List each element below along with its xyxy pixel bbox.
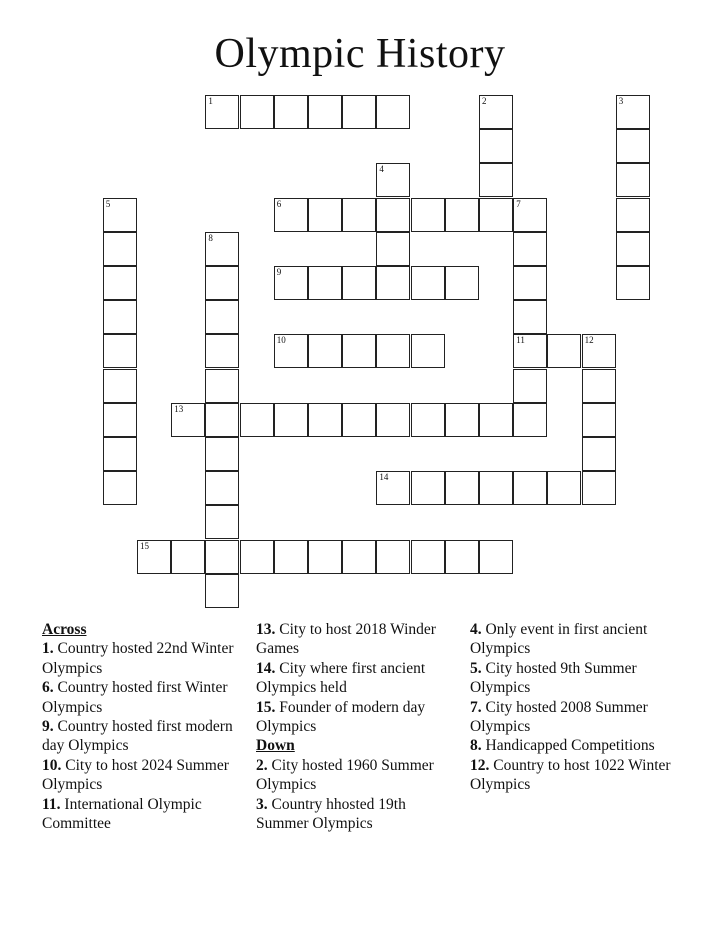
grid-cell[interactable] [547,334,581,368]
clue [256,659,456,698]
grid-cell[interactable] [342,540,376,574]
grid-cell[interactable] [582,437,616,471]
grid-cell[interactable] [308,95,342,129]
grid-cell[interactable] [411,334,445,368]
clue-number: 7 [516,198,521,209]
clue-number: 5 [105,198,111,209]
clue-number: 2 [482,96,487,106]
grid-cell[interactable] [274,198,308,232]
grid-cell[interactable] [445,198,479,232]
clue-number-label: 8. [470,737,482,755]
clue-number: 1 [208,96,213,106]
clue-text: Country hosted first modern day Olympics [42,718,233,755]
grid-cell[interactable] [376,95,410,129]
grid-cell[interactable] [308,266,342,300]
clue-text: Country hhosted 19th Summer Olympics [256,795,406,833]
grid-cell[interactable] [479,95,513,129]
clue-text: City hosted 9th Summer Olympics [470,659,637,697]
clue-number-label: 13. [256,621,276,638]
grid-cell[interactable] [342,403,376,437]
grid-cell[interactable] [513,334,547,368]
grid-cell[interactable] [479,129,513,163]
grid-cell[interactable] [103,266,137,300]
section-heading: Across [42,621,87,638]
grid-cell[interactable] [445,266,479,300]
grid-cell[interactable] [616,95,650,129]
grid-cell[interactable] [308,334,342,368]
grid-cell[interactable] [103,403,137,437]
grid-cell[interactable] [171,403,205,437]
grid-cell[interactable] [479,540,513,574]
grid-cell[interactable] [547,471,581,505]
grid-cell[interactable] [376,334,410,368]
grid-cell[interactable] [205,505,239,539]
grid-cell[interactable] [513,471,547,505]
clue-number-label: 15. [256,698,276,716]
grid-cell[interactable] [513,403,547,437]
grid-cell[interactable] [376,163,410,197]
clue [470,620,680,659]
grid-cell[interactable] [616,266,650,300]
grid-cell[interactable] [103,198,137,232]
grid-cell[interactable] [376,198,410,232]
clue-number: 15 [140,540,149,551]
grid-cell[interactable] [376,266,410,300]
clue-number: 8 [208,232,213,243]
clue-number-label: 12. [470,756,490,774]
clue-number-label: 11. [42,795,61,813]
grid-cell[interactable] [308,403,342,437]
grid-cell[interactable] [445,540,479,574]
grid-cell[interactable] [513,300,547,334]
grid-cell[interactable] [616,232,650,266]
grid-cell[interactable] [274,95,308,129]
grid-cell[interactable] [376,403,410,437]
clue-number: 4 [379,164,384,175]
clue-text: City hosted 2008 Summer Olympics [470,698,648,736]
clue-number: 12 [584,335,594,346]
grid-cell[interactable] [582,471,616,505]
grid-cell[interactable] [103,369,137,403]
grid-cell[interactable] [582,403,616,437]
grid-cell[interactable] [342,334,376,368]
grid-cell[interactable] [240,95,274,129]
clue-number: 9 [276,267,282,277]
grid-cell[interactable] [205,232,239,266]
grid-cell[interactable] [479,471,513,505]
clue [470,698,680,737]
grid-cell[interactable] [103,300,137,334]
clue-number: 6 [276,198,282,209]
grid-cell[interactable] [274,266,308,300]
grid-cell[interactable] [479,403,513,437]
clue-text: Founder of modern day Olympics [256,698,426,736]
grid-cell[interactable] [513,232,547,266]
clue-text: International Olympic Committee [42,795,202,833]
grid-cell[interactable] [240,540,274,574]
grid-cell[interactable] [513,198,547,232]
clue-column-3 [470,620,680,795]
puzzle-title: Olympic History [214,31,506,77]
clue-text: Country hosted 22nd Winter Olympics [42,640,234,677]
grid-cell[interactable] [411,198,445,232]
grid-cell[interactable] [171,540,205,574]
grid-cell[interactable] [137,540,171,574]
clue-number-label: 9. [42,718,54,736]
clue [470,659,680,698]
clue [42,639,242,678]
grid-cell[interactable] [103,471,137,505]
grid-cell[interactable] [205,266,239,300]
grid-cell[interactable] [616,163,650,197]
clue-number: 11 [516,335,525,346]
clue [470,756,680,795]
grid-cell[interactable] [205,300,239,334]
clue [42,678,242,717]
grid-cell[interactable] [205,334,239,368]
grid-cell[interactable] [274,403,308,437]
clue-number-label: 5. [470,659,482,677]
clue-number-label: 6. [42,679,54,697]
grid-cell[interactable] [376,540,410,574]
grid-cell[interactable] [479,163,513,197]
clue-number-label: 4. [470,621,482,638]
clue-number-label: 14. [256,659,276,677]
clue-number: 13 [174,403,184,414]
clue-text: Handicapped Competitions [485,737,655,755]
grid-cell[interactable] [582,369,616,403]
grid-cell[interactable] [445,471,479,505]
grid-cell[interactable] [376,471,410,505]
clue [42,756,242,795]
grid-cell[interactable] [616,129,650,163]
clue [470,736,680,755]
clue [256,620,456,659]
grid-cell[interactable] [342,198,376,232]
clue-text: City where first ancient Olympics held [256,659,426,697]
grid-cell[interactable] [479,198,513,232]
grid-cell[interactable] [240,403,274,437]
clue-number-label: 2. [256,756,268,774]
grid-cell[interactable] [205,540,239,574]
grid-cell[interactable] [205,574,239,608]
grid-cell[interactable] [582,334,616,368]
clue-text: Country hosted first Winter Olympics [42,679,228,716]
clue-number-label: 1. [42,640,54,658]
clue [256,795,456,834]
clue-number-label: 10. [42,756,62,774]
clue-text: City hosted 1960 Summer Olympics [256,756,434,794]
clue [42,717,242,756]
grid-cell[interactable] [103,232,137,266]
grid-cell[interactable] [513,369,547,403]
clue-text: Only event in first ancient Olympics [470,621,648,658]
clue-number-label: 3. [256,795,268,813]
grid-cell[interactable] [411,403,445,437]
grid-cell[interactable] [308,198,342,232]
grid-cell[interactable] [103,334,137,368]
clue-text: City to host 2018 Winder Games [256,621,436,658]
clue-column-2 [256,620,456,833]
grid-cell[interactable] [205,437,239,471]
grid-cell[interactable] [445,403,479,437]
grid-cell[interactable] [376,232,410,266]
grid-cell[interactable] [103,437,137,471]
clue-number: 14 [379,472,389,483]
grid-cell[interactable] [342,95,376,129]
grid-cell[interactable] [616,198,650,232]
clue-number: 3 [618,96,624,106]
grid-cell[interactable] [205,95,239,129]
clue [42,795,242,834]
grid-cell[interactable] [274,540,308,574]
grid-cell[interactable] [308,540,342,574]
clue-text: City to host 2024 Summer Olympics [42,756,229,794]
section-heading: Down [256,737,295,755]
grid-cell[interactable] [411,266,445,300]
grid-cell[interactable] [205,369,239,403]
clue-number-label: 7. [470,698,482,716]
clue [256,698,456,737]
grid-cell[interactable] [205,403,239,437]
grid-cell[interactable] [342,266,376,300]
clue-column-1 [42,620,242,833]
grid-cell[interactable] [205,471,239,505]
clue [256,756,456,795]
clue-number: 10 [276,335,286,346]
grid-cell[interactable] [411,540,445,574]
grid-cell[interactable] [411,471,445,505]
grid-cell[interactable] [513,266,547,300]
clue-text: Country to host 1022 Winter Olympics [470,756,671,794]
grid-cell[interactable] [274,334,308,368]
